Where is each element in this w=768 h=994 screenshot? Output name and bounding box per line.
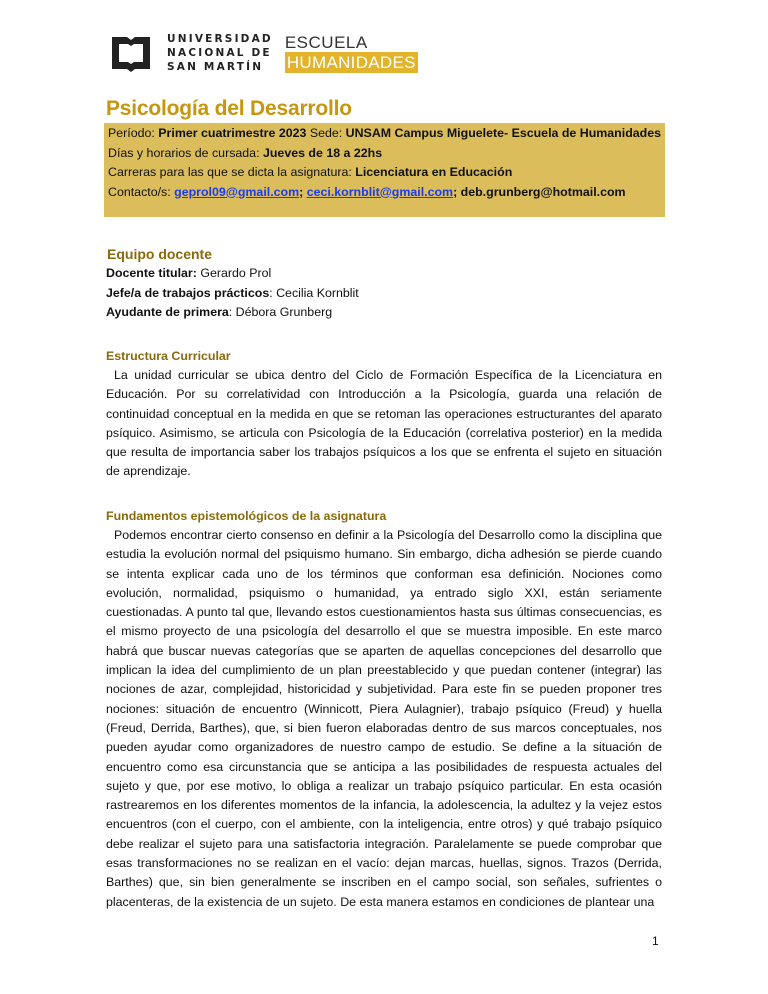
escuela-humanidades-logo (285, 33, 418, 73)
careers-value: Licenciatura en Educación (355, 165, 513, 179)
schedule-line (108, 144, 665, 164)
course-info-box (104, 123, 665, 217)
schedule-label: Días y horarios de cursada: (108, 145, 263, 160)
contact-email-link-2[interactable]: ceci.kornblit@gmail.com (306, 184, 454, 199)
contact-email-link-1[interactable]: geprol09@gmail.com (174, 184, 300, 199)
section-heading-estructura: Estructura Curricular (106, 349, 231, 363)
unsam-book-logo-icon (110, 34, 152, 72)
member-role: Docente titular: (106, 266, 197, 280)
member-role: Ayudante de primera (106, 305, 229, 319)
team-member (106, 284, 359, 304)
period-label: Período: (108, 126, 159, 140)
contact-label: Contacto/s: (108, 184, 175, 199)
contact-separator: ; (453, 184, 461, 199)
period-value: Primer cuatrimestre 2023 (158, 126, 307, 140)
humanidades-label: HUMANIDADES (286, 53, 416, 72)
schedule-value: Jueves de 18 a 22hs (262, 145, 383, 160)
page-title: Psicología del Desarrollo (106, 97, 352, 120)
contact-line (108, 183, 665, 203)
page-number: 1 (652, 934, 659, 948)
member-name: : Cecilia Kornblit (269, 285, 359, 300)
team-heading: Equipo docente (107, 246, 212, 262)
section-text-fundamentos: Podemos encontrar cierto consenso en definir a la Psicología del Desarrollo como la disciplina que estudia la evolución normal del psiquismo humano. Sin embargo, dicha adhesión se pierde cuando se intenta explicar cada uno de los términos que conforman esa definición. Nociones como evolución, normalidad, psiquismo o humanidad, ya entrado siglo XXI, están seriamente cuestionadas. A punto tal que, llevando estos cuestionamientos hasta sus últimas consecuencias, es el mismo proyecto de una psicología del desarrollo el que se muestra imposible. En este marco habrá que buscar nuevas categorías que se aparten de aquellas concepciones del desarrollo que implican la idea del cumplimiento de un plan preestablecido y que puedan contener (integrar) las nociones de azar, complejidad, historicidad y subjetividad. Para este fin se pueden proponer tres nociones: situación de encuentro (Winnicott, Piera Aulagnier), trabajo psíquico (Freud) y huella (Freud, Derrida, Barthes), que, si bien fueron elaboradas dentro de sus marcos conceptuales, nos pueden ayudar como organizadores de nuestro campo de estudio. Se define a la situación de encuentro como esa circunstancia que se anticipa a las posibilidades de respuesta actuales del sujeto y que, por ese motivo, lo obliga a realizar un trabajo psíquico particular. En esta ocasión rastrearemos en los diferentes momentos de la infancia, la adolescencia, la adultez y la vejez estos encuentros (con el cuerpo, con el ambiente, con la inteligencia, entre otros) y qué trabajo psíquico debe realizar el sujeto para una satisfactoria integración. Paralelamente se puede comprobar que esas transformaciones no se realizan en el vacío: dejan marcas, huellas, signos. Trazos (Derrida, Barthes) que, sin bien generalmente se inscriben en el campo social, son señales, sufrientes o placenteras, de la existencia de un sujeto. De esta manera estamos en condiciones de plantear una (106, 528, 662, 909)
member-role: Jefe/a de trabajos prácticos (106, 285, 270, 300)
unsam-line-3: SAN MARTÍN (167, 61, 264, 73)
site-label: Sede: (306, 126, 346, 140)
member-name: Gerardo Prol (196, 266, 272, 280)
unsam-line-2: NACIONAL DE (167, 47, 272, 59)
team-list (106, 264, 359, 323)
contact-email-3: deb.grunberg@hotmail.com (460, 184, 626, 199)
careers-line (108, 163, 665, 183)
unsam-line-1: UNIVERSIDAD (167, 33, 273, 45)
header-logos (110, 29, 418, 77)
unsam-wordmark (167, 32, 273, 74)
section-heading-fundamentos: Fundamentos epistemológicos de la asignatura (106, 509, 387, 523)
team-member (106, 264, 359, 284)
contact-separator: ; (299, 184, 307, 199)
member-name: : Débora Grunberg (228, 305, 333, 319)
careers-label: Carreras para las que se dicta la asignatura: (108, 165, 356, 179)
team-member (106, 303, 359, 323)
site-value: UNSAM Campus Miguelete- Escuela de Humanidades (345, 126, 662, 140)
period-line (108, 124, 665, 144)
section-text-estructura: La unidad curricular se ubica dentro del Ciclo de Formación Específica de la Licenciatura en Educación. Por su correlatividad con Introducción a la Psicología, guarda una relación de continuidad conceptual en la medida en que se retoman las operaciones estructurantes del aparato psíquico. Asimismo, se articula con Psicología de la Educación (correlativa posterior) en la medida que resulta de importancia saber los trabajos psíquicos a los que se enfrenta el sujeto en situación de aprendizaje. (106, 368, 662, 479)
escuela-label: ESCUELA (284, 33, 368, 52)
